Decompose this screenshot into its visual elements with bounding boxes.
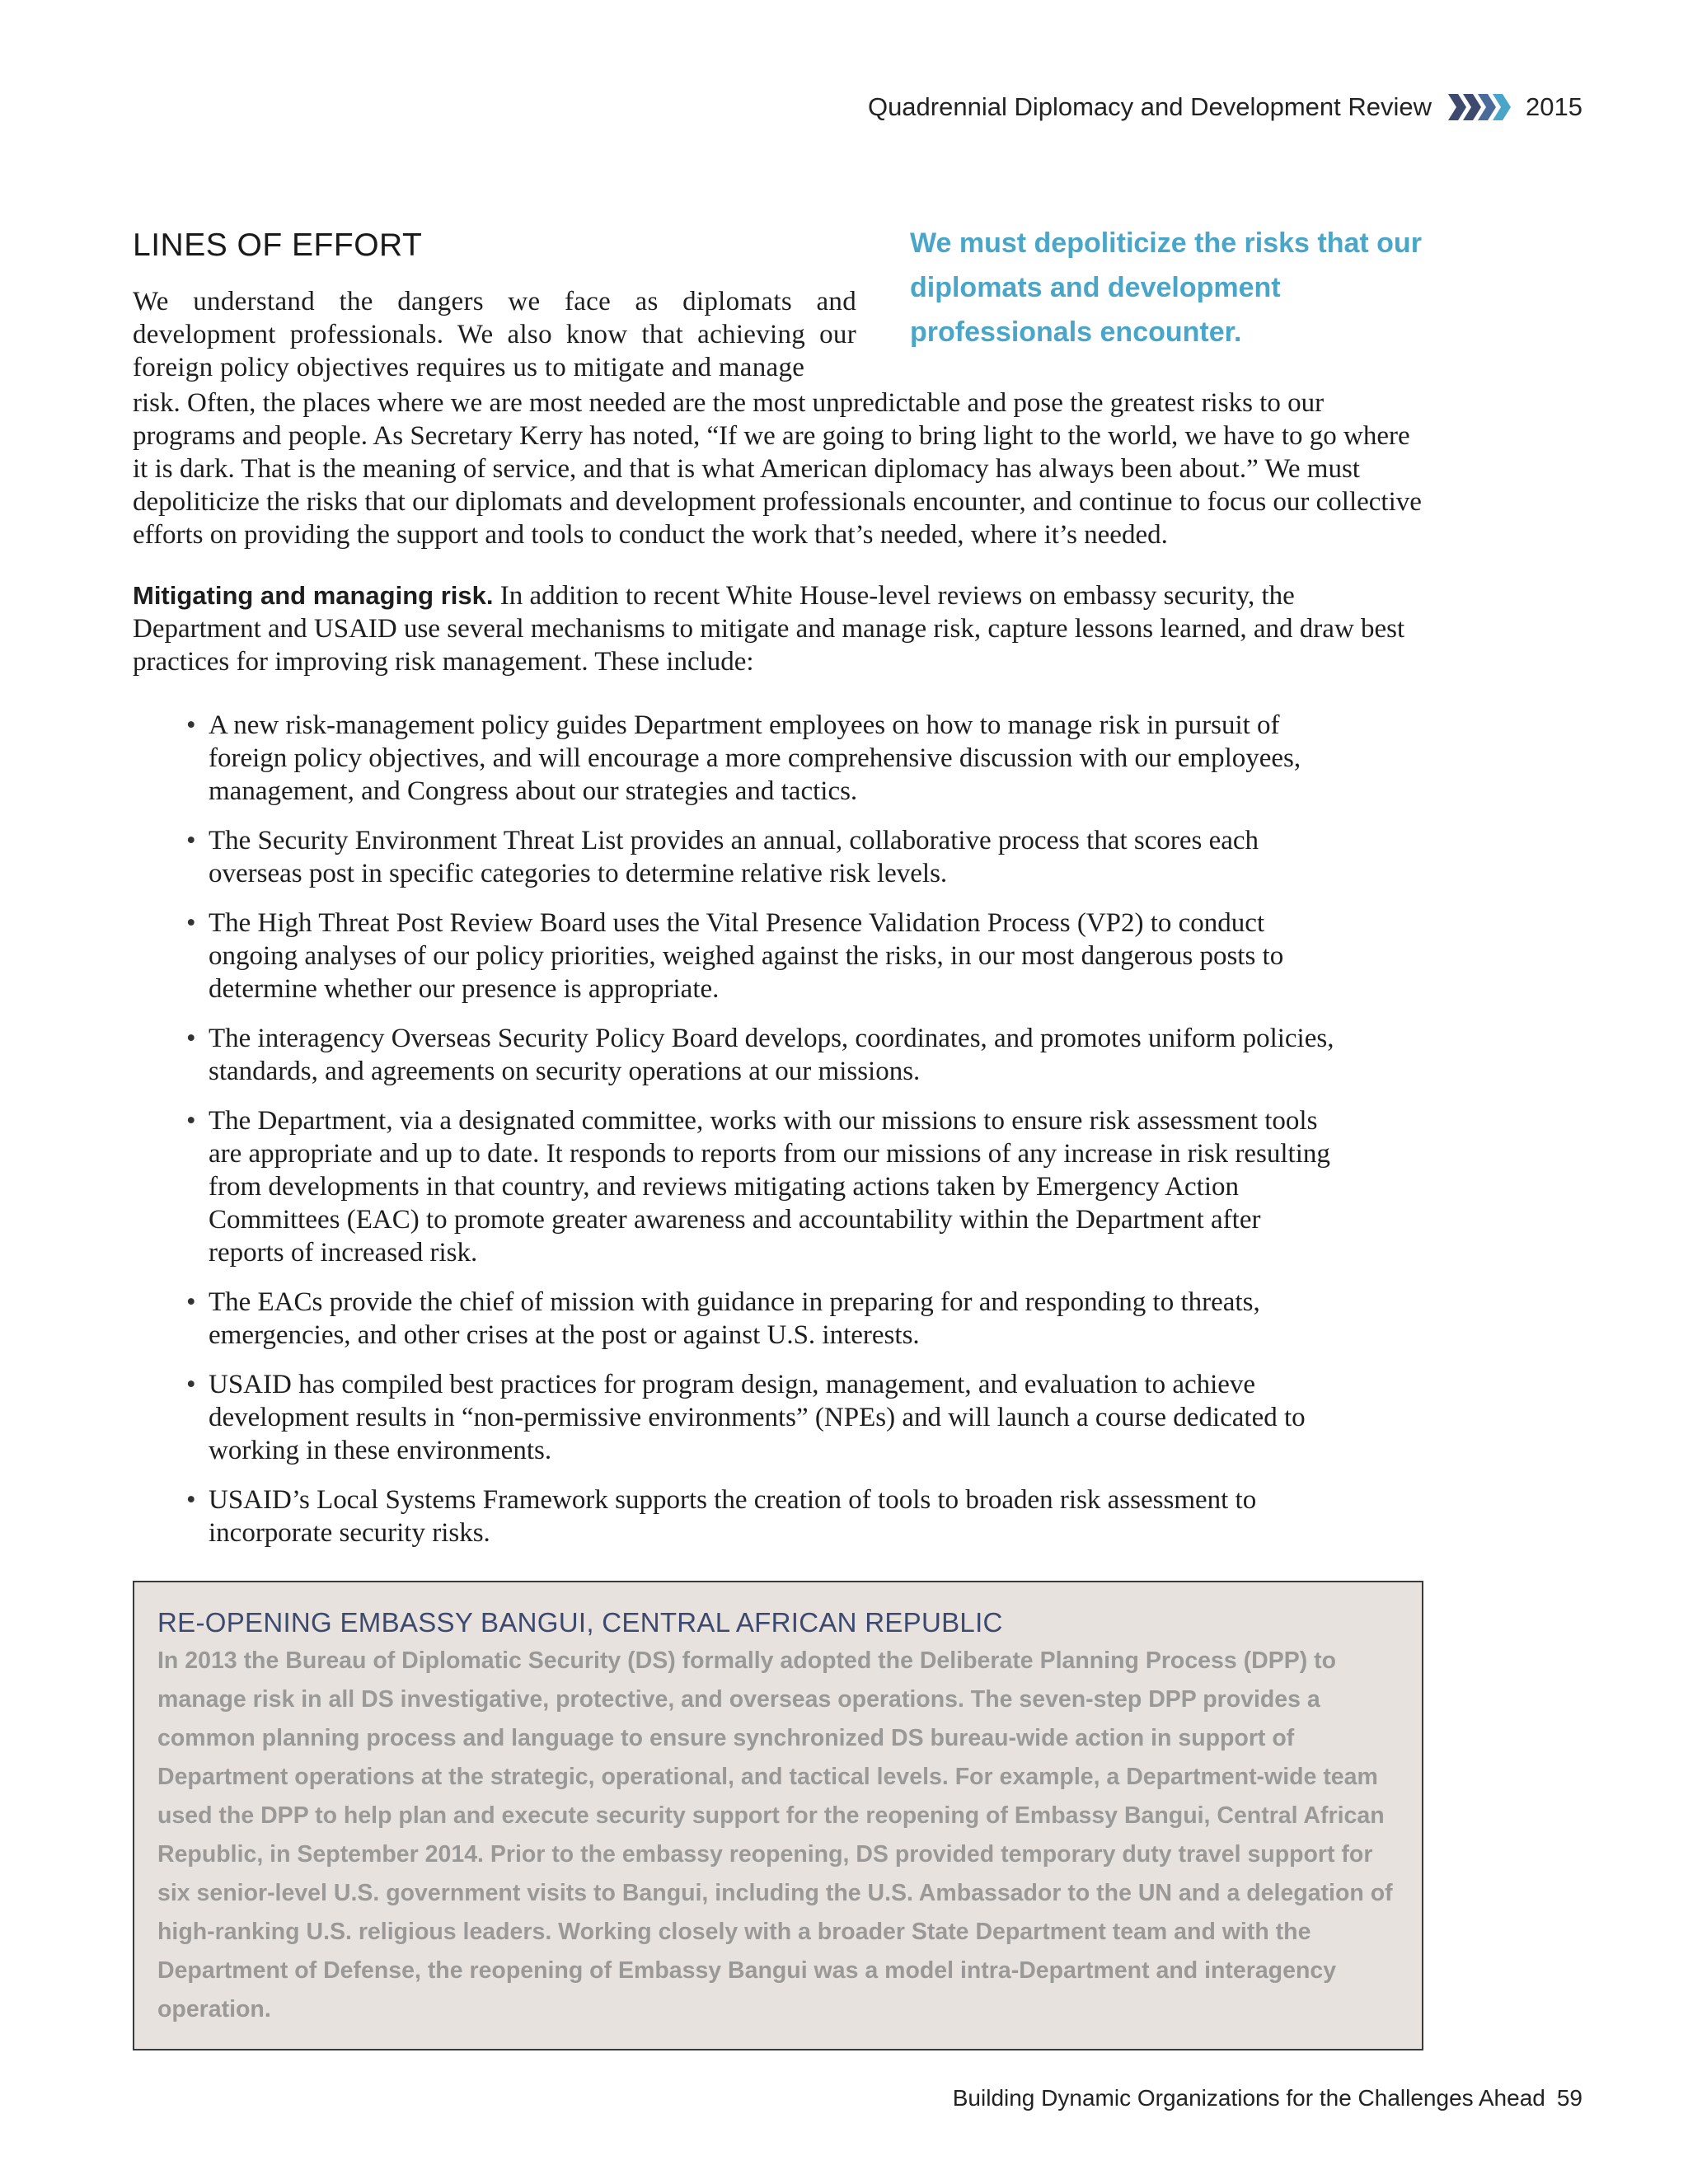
mitigating-lead: Mitigating and managing risk. <box>133 581 494 610</box>
bullet-icon: • <box>186 1287 196 1317</box>
bullet-icon: • <box>186 1485 196 1515</box>
list-item-text: USAID has compiled best practices for program design, management, and evaluation to achieve development results in “non-permissive environments” (NPEs) and will launch a course dedicated to working in these environments. <box>209 1370 1306 1465</box>
list-item-text: The Department, via a designated committee, works with our missions to ensure risk assessment tools are appropriate and up to date. It responds to reports from our missions of any increase in risk resulting from developments in that country, and reviews mitigating actions taken by Emergency Action Committees (EAC) to promote greater awareness and accountability within the Department after reports of increased risk. <box>209 1106 1330 1268</box>
list-item-text: The interagency Overseas Security Policy Board develops, coordinates, and promotes uniform policies, standards, and agreements on security operations at our missions. <box>209 1024 1334 1086</box>
list-item <box>186 709 1340 808</box>
callout-text: In 2013 the Bureau of Diplomatic Security (DS) formally adopted the Deliberate Planning Process (DPP) to manage risk in all DS investigative, protective, and overseas operations. The seven-step DPP provides a common planning process and language to ensure synchronized DS bureau-wide action in support of Department operations at the strategic, operational, and tactical levels. For example, a Department-wide team used the DPP to help plan and execute security support for the reopening of Embassy Bangui, Central African Republic, in September 2014. Prior to the embassy reopening, DS provided temporary duty travel support for six senior-level U.S. government visits to Bangui, including the U.S. Ambassador to the UN and a delegation of high-ranking U.S. religious leaders. Working closely with a broader State Department team and with the Department of Defense, the reopening of Embassy Bangui was a model intra-Department and interagency operation. <box>157 1647 1393 2022</box>
header-year: 2015 <box>1526 92 1582 121</box>
bullet-icon: • <box>186 1370 196 1399</box>
page-footer <box>659 2085 1582 2111</box>
header-title: Quadrennial Diplomacy and Development Review <box>867 92 1432 121</box>
list-item <box>186 1022 1340 1088</box>
bullet-icon: • <box>186 1106 196 1136</box>
footer-text: Building Dynamic Organizations for the Challenges Ahead <box>952 2085 1545 2111</box>
list-item <box>186 1483 1340 1549</box>
body-paragraph: risk. Often, the places where we are most needed are the most unpredictable and pose the greatest risks to our programs and people. As Secretary Kerry has noted, “If we are going to bring light to the world, we have to go where it is dark. That is the meaning of service, and that is what American diplomacy has always been about.” We must depoliticize the risks that our diplomats and development professionals encounter, and continue to focus our collective efforts on providing the support and tools to conduct the work that’s needed, where it’s needed. <box>133 388 1422 550</box>
list-item <box>186 1368 1340 1467</box>
intro-paragraph: We understand the dangers we face as diplomats and development professionals. We also know that achieving our foreign policy objectives requires us to mitigate and manage <box>133 287 856 382</box>
callout-title: RE-OPENING EMBASSY BANGUI, CENTRAL AFRICAN REPUBLIC <box>157 1607 1003 1638</box>
risk-mechanisms-list <box>186 709 1340 1566</box>
mitigating-paragraph <box>133 579 1425 678</box>
list-item <box>186 824 1340 890</box>
list-item-text: The High Threat Post Review Board uses the Vital Presence Validation Process (VP2) to conduct ongoing analyses of our policy priorities, weighed against the risks, in our most dangerous posts to determine whether our presence is appropriate. <box>209 908 1284 1004</box>
list-item <box>186 1104 1340 1269</box>
chevrons-icon <box>1448 94 1512 120</box>
list-item-text: USAID’s Local Systems Framework supports the creation of tools to broaden risk assessment to incorporate security risks. <box>209 1485 1257 1548</box>
bullet-icon: • <box>186 908 196 938</box>
list-item-text: The Security Environment Threat List provides an annual, collaborative process that scores each overseas post in specific categories to determine relative risk levels. <box>209 826 1259 888</box>
pull-quote: We must depoliticize the risks that our diplomats and development professionals encounter. <box>910 227 1422 348</box>
callout-box <box>133 1581 1423 2050</box>
page-header <box>659 89 1582 125</box>
list-item <box>186 907 1340 1005</box>
list-item <box>186 1286 1340 1352</box>
page-number: 59 <box>1556 2085 1582 2111</box>
section-title: LINES OF EFFORT <box>133 227 423 263</box>
mitigating-text: In addition to recent White House-level reviews on embassy security, the Department and USAID use several mechanisms to mitigate and manage risk, capture lessons learned, and draw best practices for improving risk management. These include: <box>133 581 1405 677</box>
list-item-text: A new risk-management policy guides Department employees on how to manage risk in pursuit of foreign policy objectives, and will encourage a more comprehensive discussion with our employees, management, and Congress about our strategies and tactics. <box>209 710 1301 806</box>
bullet-icon: • <box>186 710 196 740</box>
bullet-icon: • <box>186 1024 196 1053</box>
list-item-text: The EACs provide the chief of mission with guidance in preparing for and responding to threats, emergencies, and other crises at the post or against U.S. interests. <box>209 1287 1260 1350</box>
bullet-icon: • <box>186 826 196 855</box>
